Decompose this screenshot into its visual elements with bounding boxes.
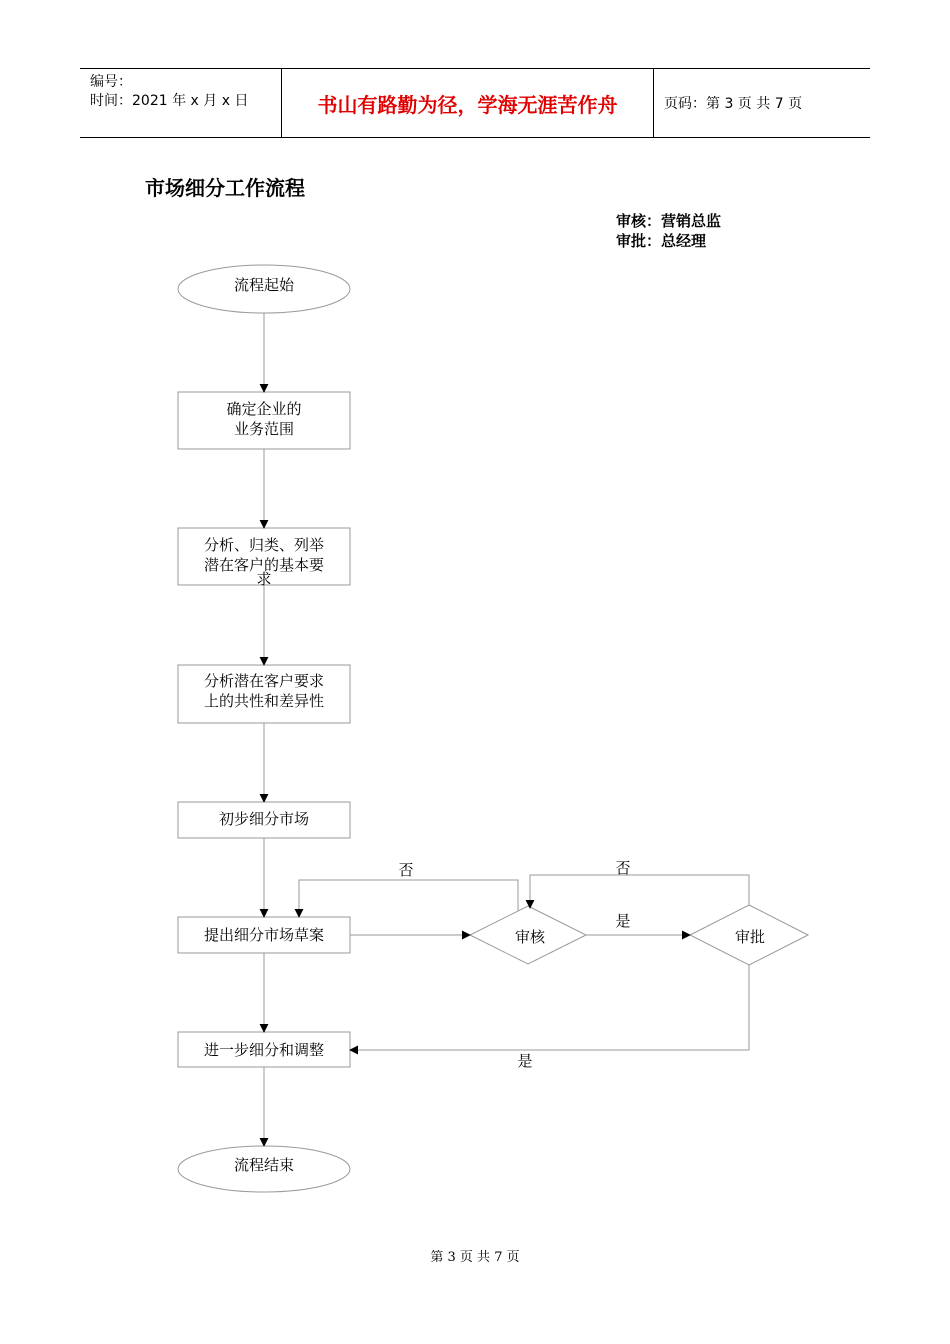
page-footer: 第 3 页 共 7 页 bbox=[430, 1250, 520, 1265]
approve-approver: 审批：总经理 bbox=[616, 232, 707, 250]
label-approve-no: 否 bbox=[615, 859, 631, 877]
review-label: 审核 bbox=[514, 928, 546, 946]
arrow-approve-no bbox=[530, 875, 749, 908]
step2-line3: 求 bbox=[256, 570, 272, 588]
label-review-yes: 是 bbox=[615, 912, 631, 930]
arrow-review-no bbox=[299, 880, 518, 917]
start-node-label: 流程起始 bbox=[233, 276, 295, 294]
time-label: 时间：2021 年 x 月 x 日 bbox=[90, 93, 249, 109]
step1-line2: 业务范围 bbox=[233, 420, 295, 438]
step1-line1: 确定企业的 bbox=[226, 400, 302, 418]
header-motto: 书山有路勤为径，学海无涯苦作舟 bbox=[282, 69, 654, 137]
step2-line2: 潜在客户的基本要 bbox=[203, 556, 325, 574]
label-review-no: 否 bbox=[398, 861, 414, 879]
step4-label: 初步细分市场 bbox=[218, 810, 310, 828]
review-approver: 审核：营销总监 bbox=[616, 212, 722, 230]
step3-line1: 分析潜在客户要求 bbox=[203, 672, 325, 690]
page-title: 市场细分工作流程 bbox=[145, 176, 305, 200]
step3-line2: 上的共性和差异性 bbox=[203, 692, 325, 710]
approve-label: 审批 bbox=[734, 928, 766, 946]
step6-label: 进一步细分和调整 bbox=[203, 1041, 325, 1059]
step2-line1: 分析、归类、列举 bbox=[203, 536, 325, 554]
arrow-approve-yes bbox=[350, 965, 749, 1050]
end-node-label: 流程结束 bbox=[233, 1156, 295, 1174]
number-label: 编号： bbox=[90, 74, 132, 90]
header-page-label: 页码：第 3 页 共 7 页 bbox=[664, 96, 803, 112]
step5-label: 提出细分市场草案 bbox=[203, 926, 325, 944]
label-approve-yes: 是 bbox=[517, 1052, 533, 1070]
